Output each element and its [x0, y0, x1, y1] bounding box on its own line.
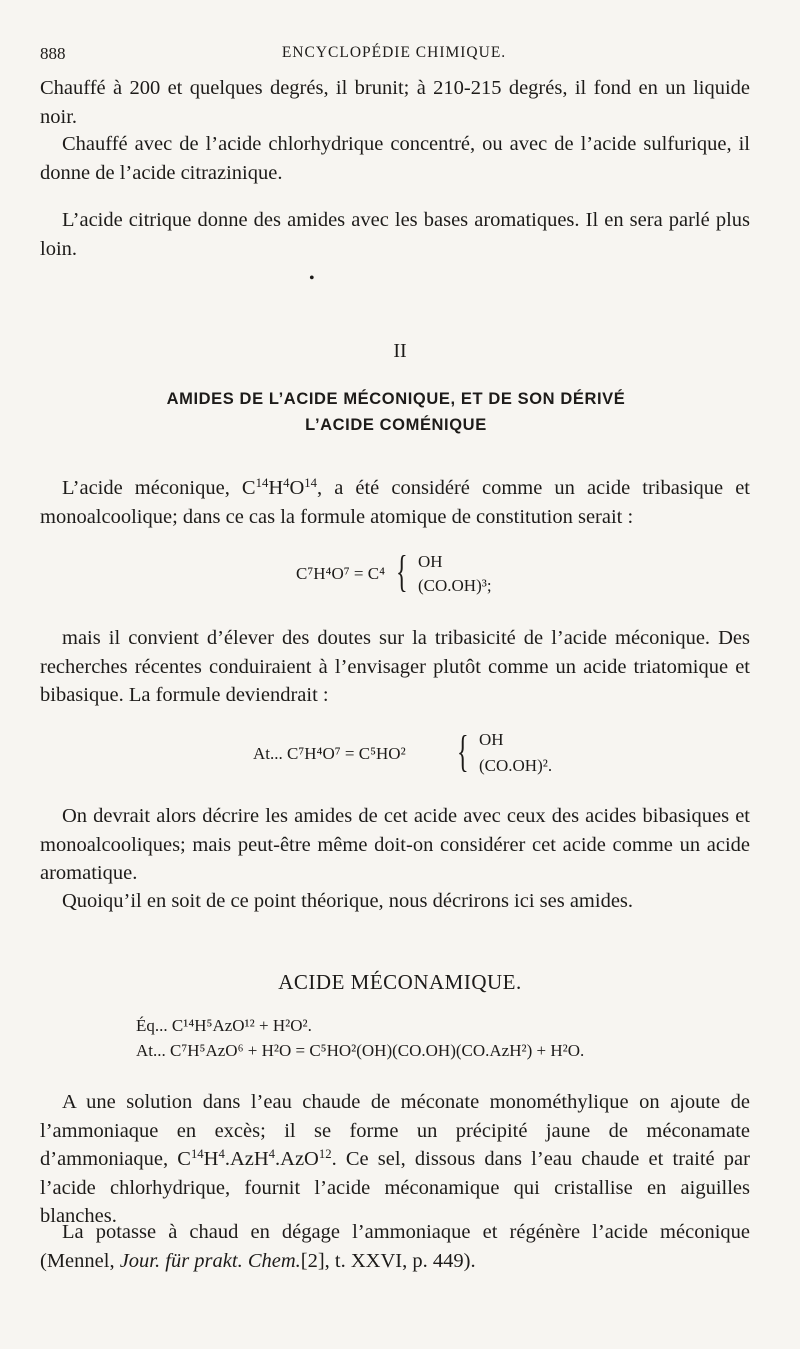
formula-bottom: (CO.OH)².: [479, 756, 553, 775]
superscript: 14: [255, 476, 269, 491]
text-run: H: [203, 1148, 219, 1171]
paragraph-theoretical-point: [40, 887, 750, 916]
formula-top: OH: [418, 552, 443, 571]
paragraph-text: Chauffé avec de l’acide chlorhydrique concentré, ou avec de l’acide sulfurique, il donne de l’acide citrazinique.: [40, 133, 750, 184]
formula-top: OH: [479, 730, 504, 749]
paragraph-text: Quoiqu’il en soit de ce point théorique, nous décrirons ici ses amides.: [62, 890, 634, 912]
section-title-line2: L’ACIDE COMÉNIQUE: [305, 416, 487, 434]
running-title: ENCYCLOPÉDIE CHIMIQUE.: [281, 44, 507, 61]
text-run: .AzO: [275, 1148, 319, 1171]
paragraph-text: mais il convient d’élever des doutes sur la tribasicité de l’acide méconique. Des recherches récentes conduiraient à l’envisager plutôt comme un acide triatomique et bibasique. La formule deviendrait :: [40, 627, 750, 707]
paragraph-describe-amides: [40, 802, 750, 888]
formula-bottom: (CO.OH)³;: [418, 576, 492, 595]
text-run: H: [268, 477, 284, 499]
formula-lhs: At... C⁷H⁴O⁷ = C⁵HO²: [253, 744, 406, 763]
text-run: [2], t. XXVI, p. 449).: [300, 1249, 476, 1272]
formula-tribasic: [296, 547, 536, 600]
equivalent-formula: Éq... C¹⁴H⁵AzO¹² + H²O².: [136, 1016, 312, 1035]
paragraph-citric-amides: [40, 206, 750, 263]
atomic-formula: At... C⁷H⁵AzO⁶ + H²O = C⁵HO²(OH)(CO.OH)(CO.AzH²) + H²O.: [136, 1041, 585, 1060]
brace-glyph: {: [396, 547, 408, 596]
section-title-line1: AMIDES DE L’ACIDE MÉCONIQUE, ET DE SON DÉRIVÉ: [166, 390, 626, 408]
text-run: La potasse à chaud en dégage l’ammoniaque et régénère l’acide méconique (Mennel,: [40, 1221, 750, 1272]
paragraph-heating-acid: [40, 130, 750, 187]
superscript: 4: [218, 1147, 225, 1162]
superscript: 14: [304, 476, 317, 491]
paragraph-doubts: [40, 624, 750, 710]
superscript: 12: [318, 1147, 332, 1162]
text-run: . Ce sel, dissous dans l’eau chaude et traité par l’acide chlorhydrique, fournit l’acide méconamique qui cristallise en aiguilles blanches.: [40, 1148, 750, 1228]
paragraph-preparation: [40, 1088, 750, 1231]
superscript: 4: [268, 1147, 276, 1162]
text-run: L’acide méconique, C: [62, 477, 256, 499]
text-run: , a été considéré comme un acide tribasique et monoalcoolique; dans ce cas la formule atomique de constitution serait :: [40, 477, 750, 528]
page-number: 888: [40, 44, 66, 63]
superscript: 14: [190, 1147, 204, 1162]
formula-lhs: C⁷H⁴O⁷ = C⁴: [296, 564, 386, 583]
formula-bibasic: [253, 727, 553, 780]
paragraph-text: On devrait alors décrire les amides de cet acide avec ceux des acides bibasiques et monoalcooliques; mais peut-être même doit-on considérer cet acide comme un acide aromatique.: [40, 805, 750, 885]
paragraph-text: Chauffé à 200 et quelques degrés, il brunit; à 210-215 degrés, il fond en un liquide noir.: [40, 77, 750, 128]
brace-glyph: {: [457, 727, 469, 776]
paragraph-text: L’acide citrique donne des amides avec les bases aromatiques. Il en sera parlé plus loin.: [40, 209, 750, 260]
superscript: 4: [283, 476, 290, 491]
text-run: .AzH: [224, 1148, 269, 1171]
text-run: O: [289, 477, 305, 499]
journal-title: Jour. für prakt. Chem.: [119, 1249, 301, 1272]
page-header: [40, 44, 748, 70]
paragraph-potash: [40, 1218, 750, 1275]
stray-dot: •: [309, 270, 315, 287]
text-run: A une solution dans l’eau chaude de méconate monométhylique on ajoute de l’ammoniaque en excès; il se forme un précipité jaune de méconamate d’ammoniaque, C: [40, 1091, 750, 1171]
acid-title: ACIDE MÉCONAMIQUE.: [278, 970, 522, 994]
paragraph-meconic-acid: [40, 474, 750, 531]
section-numeral: II: [393, 340, 407, 362]
